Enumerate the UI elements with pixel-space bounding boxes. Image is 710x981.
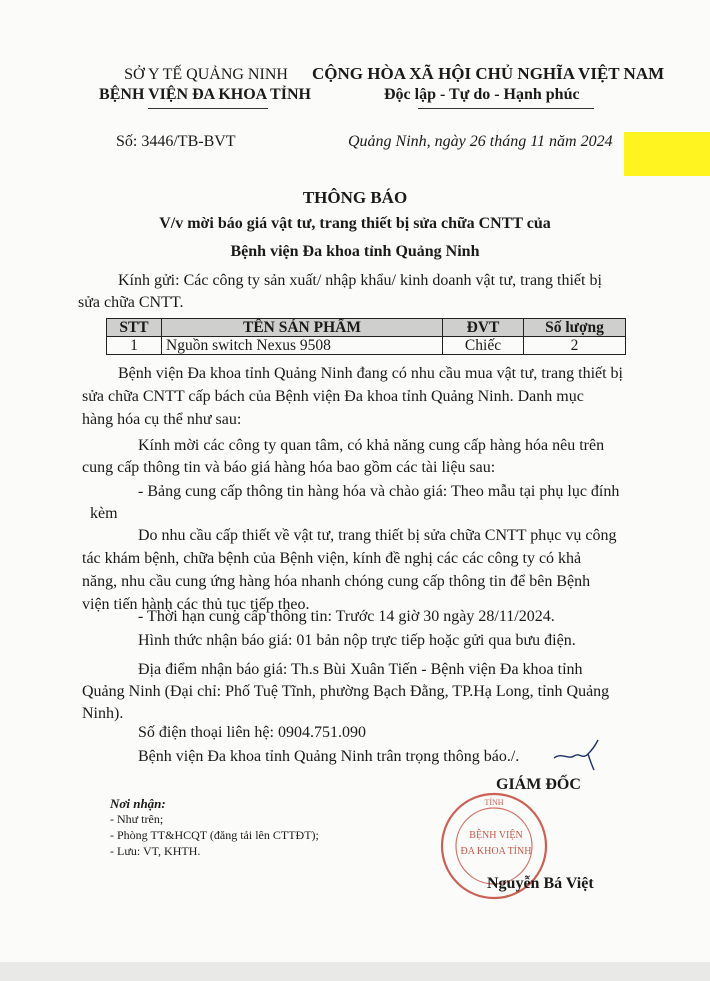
seal-line-2: ĐA KHOA TỈNH bbox=[460, 846, 532, 857]
column-header-unit: ĐVT bbox=[443, 319, 524, 337]
column-header-quantity: Số lượng bbox=[524, 319, 626, 337]
contact-phone: Số điện thoại liên hệ: 0904.751.090 bbox=[138, 724, 366, 741]
table-row bbox=[107, 337, 626, 355]
paragraph-2-line-2: cung cấp thông tin và báo giá hàng hóa bao gồm các tài liệu sau: bbox=[82, 459, 496, 476]
addressee-line-2: sửa chữa CNTT. bbox=[78, 294, 184, 311]
cell-quantity: 2 bbox=[524, 337, 626, 355]
cell-unit: Chiếc bbox=[443, 337, 524, 355]
table-header-row bbox=[107, 319, 626, 337]
paragraph-4-line-3: năng, nhu cầu cung ứng hàng hóa nhanh chóng cung cấp thông tin để bên Bệnh bbox=[82, 573, 591, 590]
subject-line-1: V/v mời báo giá vật tư, trang thiết bị sửa chữa CNTT của bbox=[159, 215, 551, 232]
nation-motto: Độc lập - Tự do - Hạnh phúc bbox=[384, 86, 580, 103]
signatory-title: GIÁM ĐỐC bbox=[496, 776, 581, 793]
paragraph-3-line-2: kèm bbox=[90, 505, 118, 522]
recipient-item: - Như trên; bbox=[110, 812, 164, 826]
addressee-line-1: Kính gửi: Các công ty sản xuất/ nhập khẩu/ kinh doanh vật tư, trang thiết bị bbox=[118, 272, 602, 289]
hospital-name: BỆNH VIỆN ĐA KHOA TỈNH bbox=[99, 86, 311, 103]
cell-stt: 1 bbox=[107, 337, 162, 355]
paragraph-4-line-1: Do nhu cầu cấp thiết về vật tư, trang thiết bị sửa chữa CNTT phục vụ công bbox=[138, 527, 617, 544]
subject-line-2: Bệnh viện Đa khoa tỉnh Quảng Ninh bbox=[230, 243, 480, 260]
initial-scribble bbox=[552, 738, 602, 772]
header-underline-left bbox=[148, 108, 268, 109]
header-underline-right bbox=[418, 108, 594, 109]
seal-top-text: TỈNH bbox=[484, 798, 504, 807]
recipient-item: - Phòng TT&HCQT (đăng tải lên CTTĐT); bbox=[110, 828, 319, 842]
signatory-name: Nguyễn Bá Việt bbox=[487, 875, 594, 892]
highlight-mark bbox=[624, 132, 710, 176]
paragraph-4-line-2: tác khám bệnh, chữa bệnh của Bệnh viện, kính đề nghị các các công ty có khả bbox=[82, 550, 582, 567]
closing-text: Bệnh viện Đa khoa tỉnh Quảng Ninh trân trọng thông báo./. bbox=[138, 748, 520, 765]
product-table bbox=[106, 318, 626, 355]
location-line-1: Địa điểm nhận báo giá: Th.s Bùi Xuân Tiến - Bệnh viện Đa khoa tỉnh bbox=[138, 661, 583, 678]
location-line-3: Ninh). bbox=[82, 705, 124, 722]
recipient-item: - Lưu: VT, KHTH. bbox=[110, 844, 201, 858]
paragraph-4-line-4: viện tiến hành các thủ tục tiếp theo. bbox=[82, 596, 310, 613]
paragraph-1-line-3: hàng hóa cụ thể như sau: bbox=[82, 411, 242, 428]
paragraph-2-line-1: Kính mời các công ty quan tâm, có khả năng cung cấp hàng hóa nêu trên bbox=[138, 437, 605, 454]
seal-line-1: BỆNH VIỆN bbox=[469, 830, 523, 841]
cell-product: Nguồn switch Nexus 9508 bbox=[162, 337, 443, 355]
deadline-text: - Thời hạn cung cấp thông tin: Trước 14 giờ 30 ngày 28/11/2024. bbox=[138, 608, 555, 625]
paragraph-1-line-2: sửa chữa CNTT cấp bách của Bệnh viện Đa khoa tỉnh Quảng Ninh. Danh mục bbox=[82, 388, 584, 405]
nation-name: CỘNG HÒA XÃ HỘI CHỦ NGHĨA VIỆT NAM bbox=[312, 64, 665, 83]
submission-method: Hình thức nhận báo giá: 01 bản nộp trực tiếp hoặc gửi qua bưu điện. bbox=[138, 632, 576, 649]
place-date: Quảng Ninh, ngày 26 tháng 11 năm 2024 bbox=[348, 133, 613, 150]
paragraph-1-line-1: Bệnh viện Đa khoa tỉnh Quảng Ninh đang có nhu cầu mua vật tư, trang thiết bị bbox=[118, 365, 623, 382]
paragraph-3-line-1: - Bảng cung cấp thông tin hàng hóa và chào giá: Theo mẫu tại phụ lục đính bbox=[138, 483, 620, 500]
location-line-2: Quảng Ninh (Đại chỉ: Phố Tuệ Tĩnh, phường Bạch Đằng, TP.Hạ Long, tỉnh Quảng bbox=[82, 683, 610, 700]
document-reference: Số: 3446/TB-BVT bbox=[116, 133, 236, 150]
department-name: SỞ Y TẾ QUẢNG NINH bbox=[124, 66, 288, 83]
document-title: THÔNG BÁO bbox=[302, 188, 408, 207]
column-header-stt: STT bbox=[107, 319, 162, 337]
recipients-title: Nơi nhận: bbox=[110, 796, 166, 811]
column-header-product: TÊN SẢN PHẨM bbox=[162, 319, 443, 337]
